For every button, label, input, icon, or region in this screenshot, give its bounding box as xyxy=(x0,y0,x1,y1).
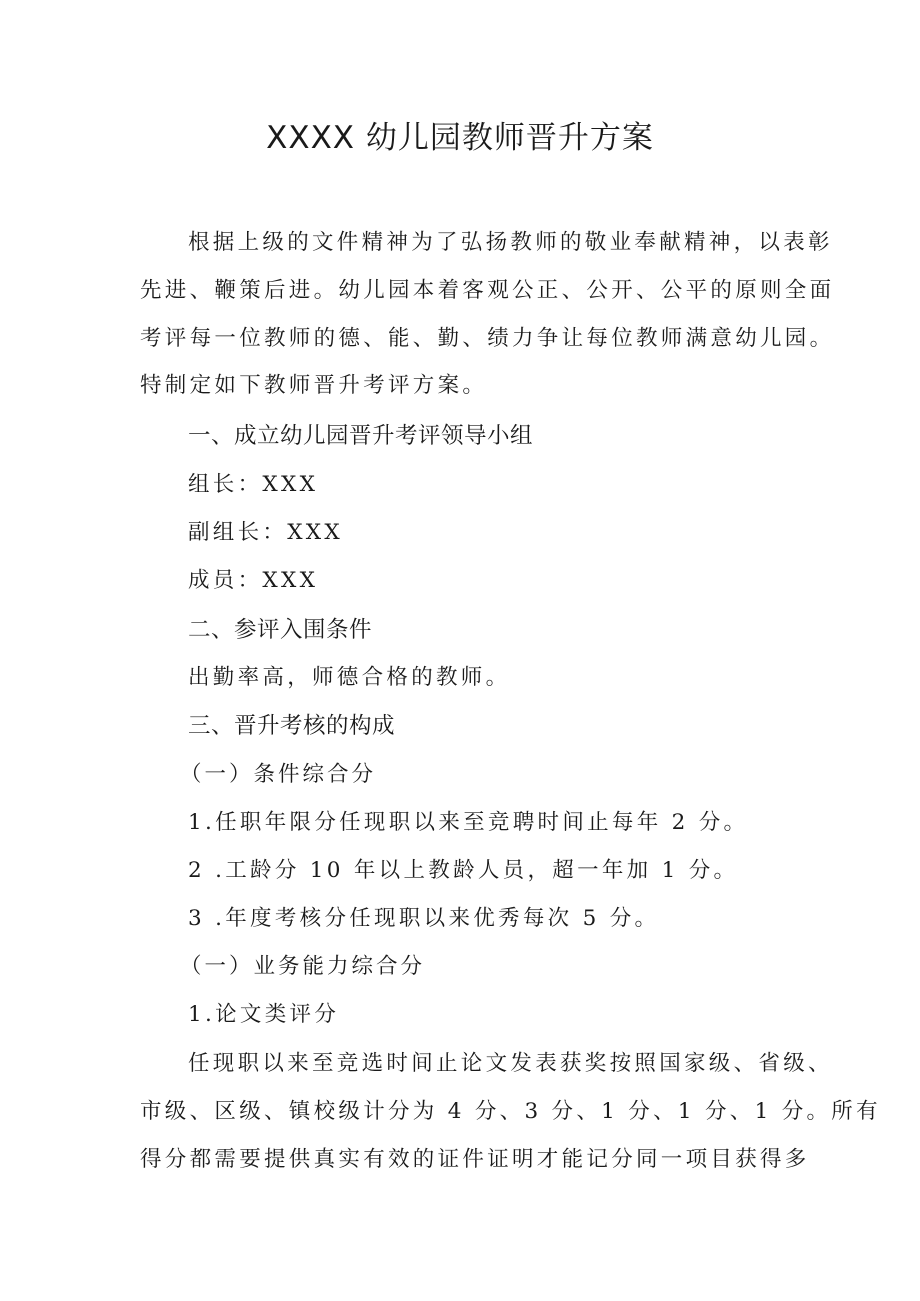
item-3: 3 .年度考核分任现职以来优秀每次 5 分。 xyxy=(188,906,660,931)
leader-line: 组长：XXX xyxy=(188,472,319,497)
part-2-title: （一）业务能力综合分 xyxy=(180,954,426,979)
intro-line-4: 特制定如下教师晋升考评方案。 xyxy=(140,373,488,398)
paper-score-line-1: 任现职以来至竞选时间止论文发表获奖按照国家级、省级、 xyxy=(188,1051,833,1076)
item-2: 2 .工龄分 10 年以上教龄人员，超一年加 1 分。 xyxy=(188,858,739,883)
intro-line-2: 先进、鞭策后进。幼儿园本着客观公正、公开、公平的原则全面 xyxy=(140,278,835,303)
section-1-heading: 一、成立幼儿园晋升考评领导小组 xyxy=(188,423,534,449)
document-title: XXXX 幼儿园教师晋升方案 xyxy=(266,120,654,156)
section-2-heading: 二、参评入围条件 xyxy=(188,617,373,643)
paper-score-line-3: 得分都需要提供真实有效的证件证明才能记分同一项目获得多 xyxy=(140,1147,810,1172)
item-4: 1.论文类评分 xyxy=(188,1002,340,1027)
part-1-title: （一）条件综合分 xyxy=(180,762,377,787)
eligibility-text: 出勤率高，师德合格的教师。 xyxy=(188,665,511,690)
deputy-leader-line: 副组长：XXX xyxy=(188,520,344,545)
paper-score-line-2: 市级、区级、镇校级计分为 4 分、3 分、1 分、1 分、1 分。所有 xyxy=(140,1099,881,1124)
item-1: 1.任职年限分任现职以来至竞聘时间止每年 2 分。 xyxy=(188,810,749,835)
members-line: 成员：XXX xyxy=(188,568,319,593)
intro-line-1: 根据上级的文件精神为了弘扬教师的敬业奉献精神，以表彰 xyxy=(188,230,833,255)
section-3-heading: 三、晋升考核的构成 xyxy=(188,713,396,739)
intro-line-3: 考评每一位教师的德、能、勤、绩力争让每位教师满意幼儿园。 xyxy=(140,326,835,351)
